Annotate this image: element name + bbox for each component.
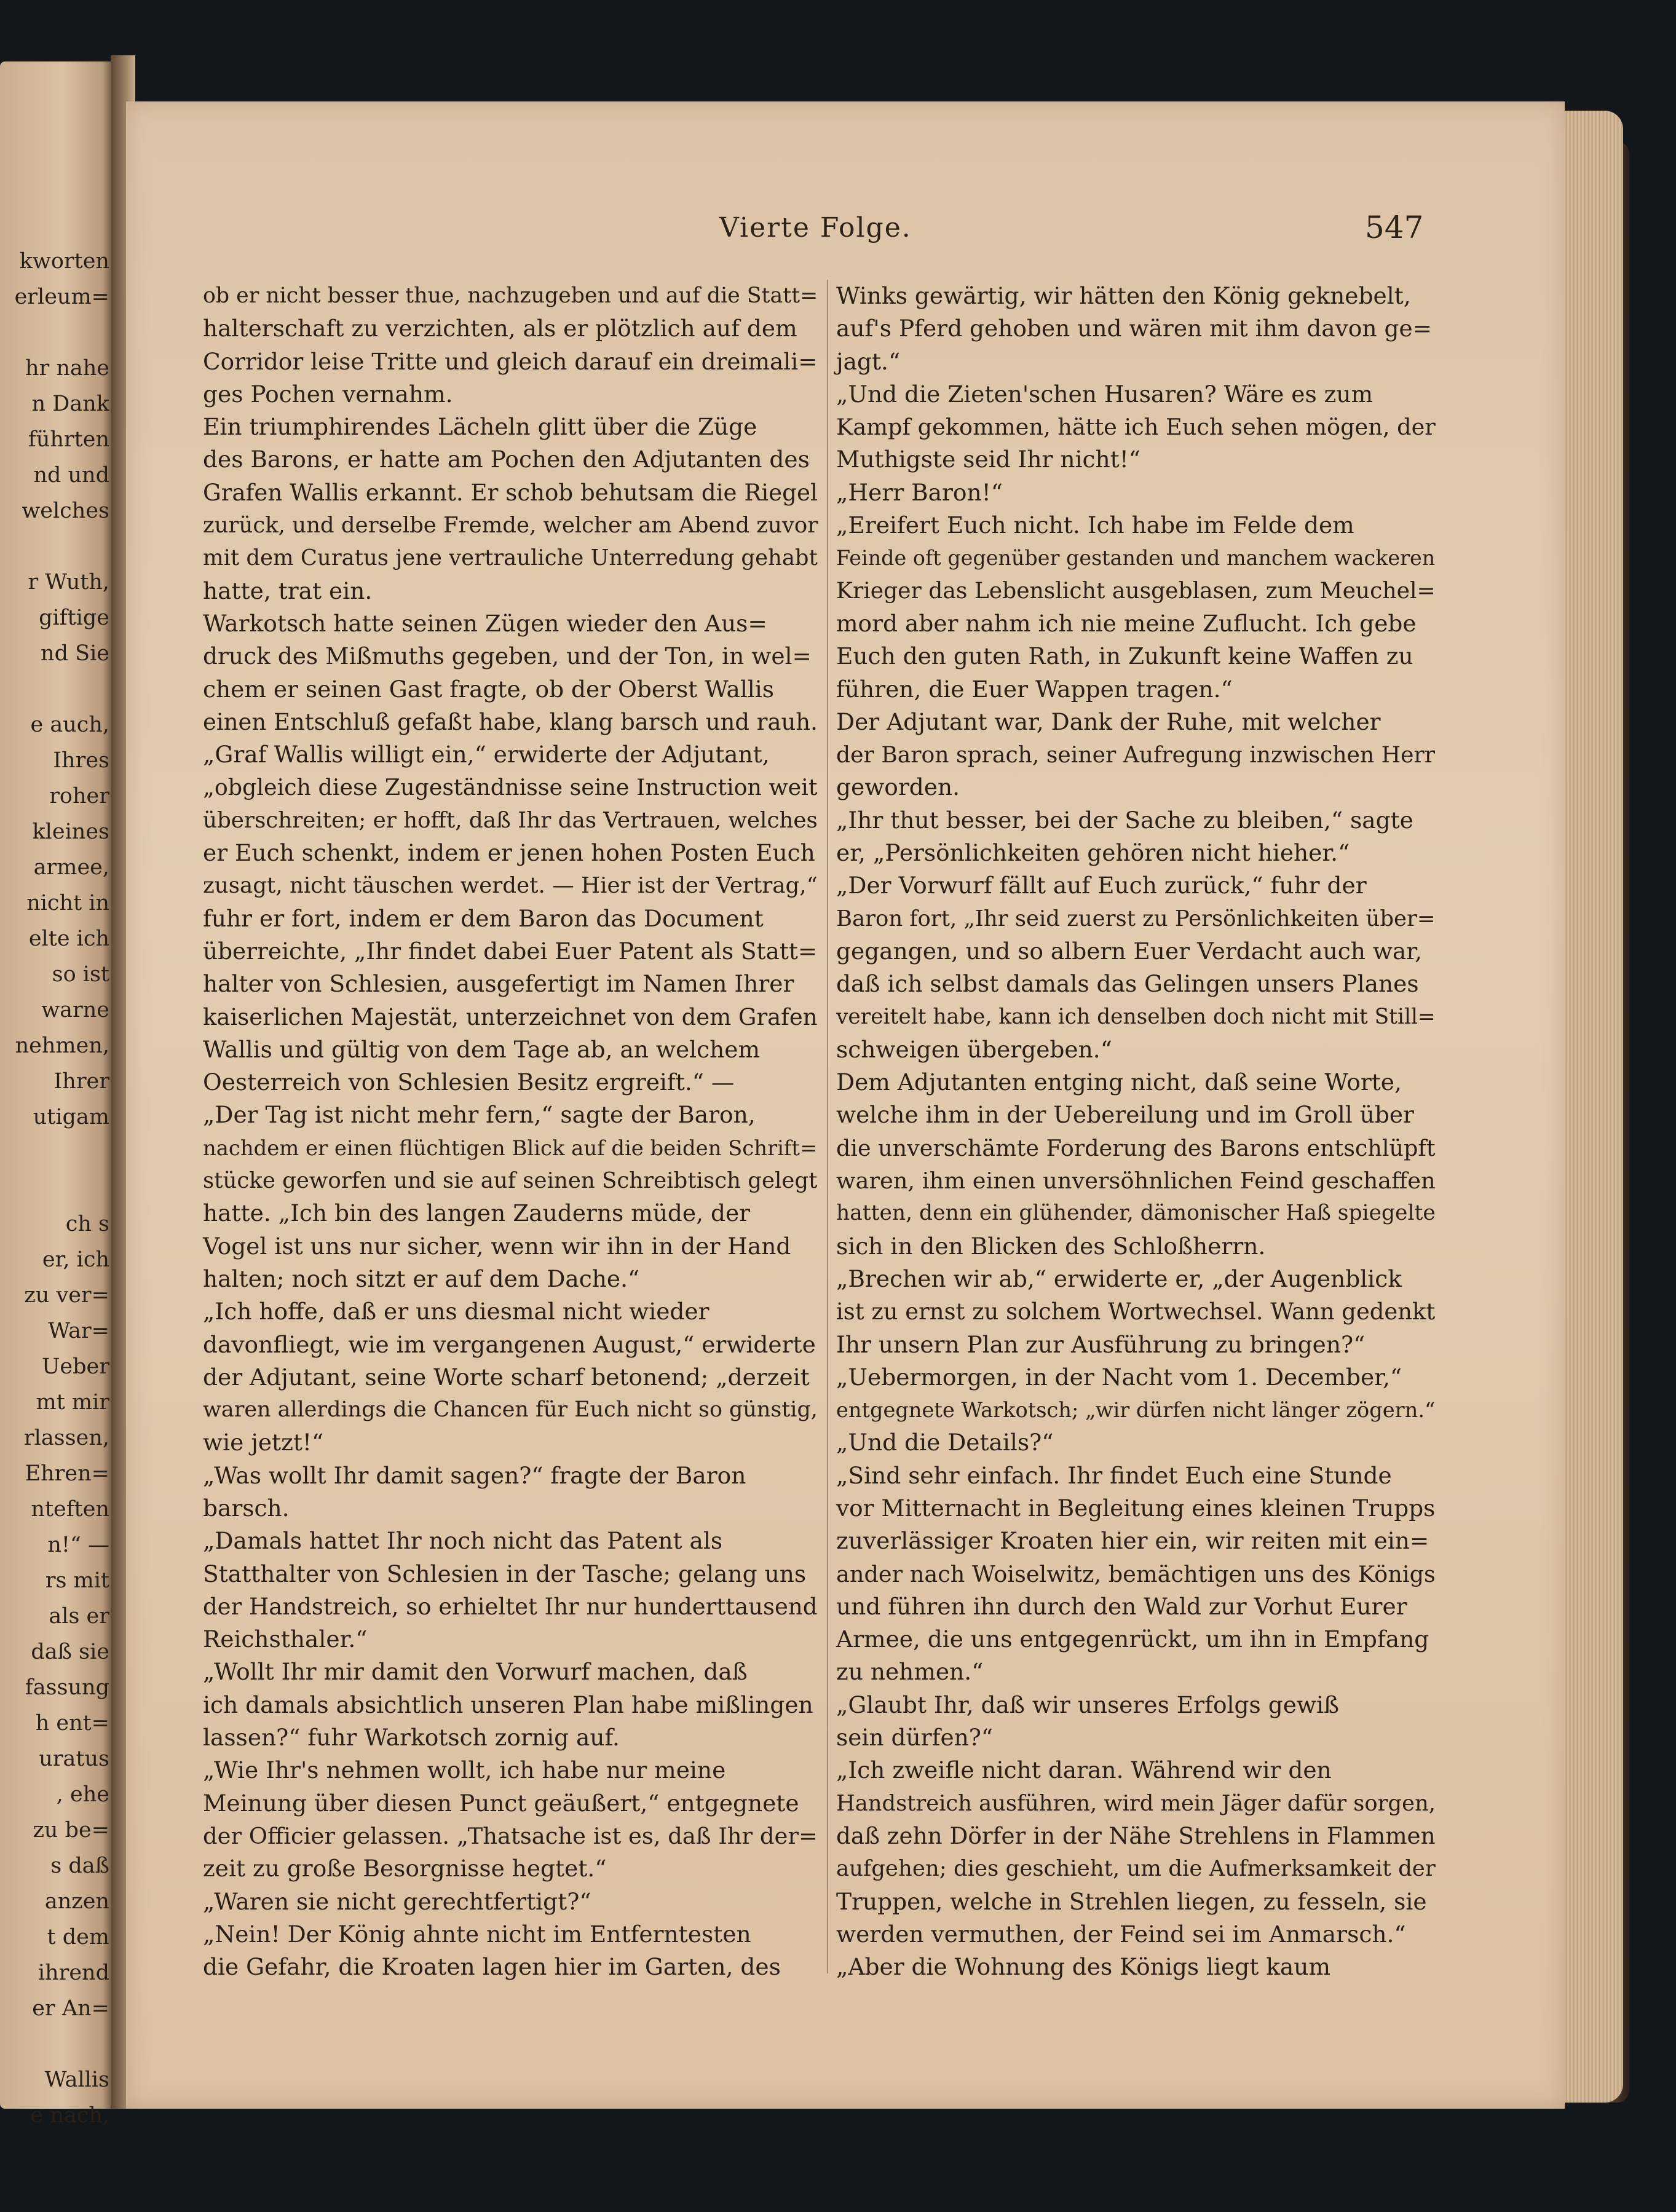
left-page-text-fragment: zu be= [33, 1818, 109, 1843]
text-line: vereitelt habe, kann ich denselben doch nicht mit Still= [836, 1004, 1436, 1029]
text-line: lassen?“ fuhr Warkotsch zornig auf. [203, 1724, 620, 1752]
text-line: stücke geworfen und sie auf seinen Schreibtisch gelegt [203, 1168, 818, 1194]
text-line: sich in den Blicken des Schloßherrn. [836, 1232, 1266, 1260]
text-column-left [203, 280, 818, 1983]
text-line: entgegnete Warkotsch; „wir dürfen nicht länger zögern.“ [836, 1398, 1436, 1423]
text-line: „Und die Details?“ [836, 1429, 1054, 1456]
text-line: ich damals absichtlich unseren Plan habe mißlingen [203, 1691, 813, 1718]
left-page-text-fragment: Ihrer [53, 1069, 109, 1094]
text-line: geworden. [836, 773, 960, 801]
text-line: waren, ihm einen unversöhnlichen Feind geschaffen [836, 1167, 1436, 1195]
left-page-text-fragment: nteften [31, 1497, 109, 1522]
left-page-text-fragment: so ist [52, 962, 109, 987]
text-line: „Ich hoffe, daß er uns diesmal nicht wieder [203, 1298, 710, 1325]
text-line: jagt.“ [836, 347, 901, 375]
text-line: chem er seinen Gast fragte, ob der Oberst Wallis [203, 675, 775, 703]
text-line: „Glaubt Ihr, daß wir unseres Erfolgs gewiß [836, 1691, 1340, 1718]
text-line: der Handstreich, so erhieltet Ihr nur hunderttausend [203, 1593, 818, 1620]
text-line: Meinung über diesen Punct geäußert,“ entgegnete [203, 1789, 799, 1817]
text-line: „Der Vorwurf fällt auf Euch zurück,“ fuhr der [836, 872, 1367, 899]
text-line: Feinde oft gegenüber gestanden und manchem wackeren [836, 546, 1436, 571]
text-line: halten; noch sitzt er auf dem Dache.“ [203, 1265, 640, 1292]
text-line: Baron fort, „Ihr seid zuerst zu Persönlichkeiten über= [836, 906, 1436, 931]
text-line: er, „Persönlichkeiten gehören nicht hieher.“ [836, 839, 1350, 867]
text-line: „Sind sehr einfach. Ihr findet Euch eine Stunde [836, 1461, 1392, 1489]
text-line: hatte, trat ein. [203, 577, 373, 604]
left-page-text-fragment: ch s [65, 1212, 109, 1236]
text-line: welche ihm in der Uebereilung und im Groll über [836, 1101, 1414, 1129]
left-page-text-fragment: Ueber [41, 1354, 109, 1379]
text-line: aufgehen; dies geschieht, um die Aufmerksamkeit der [836, 1856, 1436, 1882]
left-page-text-fragment: führten [28, 427, 109, 452]
text-line: barsch. [203, 1494, 290, 1522]
page-block-edge [1555, 111, 1623, 2103]
left-page-text-fragment: als er [49, 1604, 109, 1629]
left-page-text-fragment: welches [22, 499, 109, 523]
text-line: die unverschämte Forderung des Barons entschlüpft [836, 1134, 1436, 1161]
left-page-text-fragment: er, ich [42, 1247, 109, 1272]
text-line: Ein triumphirendes Lächeln glitt über die Züge [203, 413, 757, 441]
left-page-text-fragment: utigam [33, 1105, 109, 1129]
text-line: Reichsthaler.“ [203, 1625, 368, 1653]
left-page-text-fragment: e nach, [30, 2103, 109, 2128]
text-line: Oesterreich von Schlesien Besitz ergreift.“ — [203, 1068, 735, 1096]
page-number: 547 [1365, 210, 1424, 245]
text-line: die Gefahr, die Kroaten lagen hier im Garten, des [203, 1953, 781, 1981]
text-line: auf's Pferd gehoben und wären mit ihm davon ge= [836, 315, 1433, 342]
left-page-text-fragment: warne [41, 998, 109, 1022]
left-page-text-fragment: kleines [32, 820, 109, 844]
left-page-text-fragment: er An= [32, 1996, 109, 2021]
text-line: ges Pochen vernahm. [203, 380, 453, 408]
text-line: Wallis und gültig von dem Tage ab, an welchem [203, 1035, 761, 1063]
text-line: Handstreich ausführen, wird mein Jäger dafür sorgen, [836, 1790, 1436, 1816]
left-page-text-fragment: nehmen, [15, 1033, 109, 1058]
left-page-text-fragment: kworten [19, 249, 109, 274]
left-page-text-fragment: daß sie [31, 1640, 109, 1664]
text-line: zurück, und derselbe Fremde, welcher am Abend zuvor [203, 513, 818, 539]
left-page-text-fragment: Ehren= [25, 1461, 109, 1486]
left-page-text-fragment: r Wuth, [28, 570, 109, 594]
left-page-text-fragment: h ent= [35, 1711, 109, 1736]
text-line: werden vermuthen, der Feind sei im Anmarsch.“ [836, 1920, 1406, 1948]
text-line: Der Adjutant war, Dank der Ruhe, mit welcher [836, 708, 1381, 735]
text-line: Warkotsch hatte seinen Zügen wieder den Aus= [203, 609, 767, 637]
text-line: sein dürfen?“ [836, 1724, 994, 1752]
text-line: und führen ihn durch den Wald zur Vorhut Eurer [836, 1592, 1407, 1620]
left-page-text-fragment: fassung [25, 1675, 109, 1700]
left-page-text-fragment: anzen [44, 1889, 109, 1914]
text-line: Muthigste seid Ihr nicht!“ [836, 446, 1140, 473]
text-line: waren allerdings die Chancen für Euch nicht so günstig, [203, 1397, 818, 1423]
text-line: führen, die Euer Wappen tragen.“ [836, 675, 1233, 703]
text-line: vor Mitternacht in Begleitung eines kleinen Trupps [836, 1494, 1436, 1522]
text-line: halter von Schlesien, ausgefertigt im Namen Ihrer [203, 970, 794, 998]
text-line: „Ereifert Euch nicht. Ich habe im Felde dem [836, 512, 1354, 539]
text-line: „Was wollt Ihr damit sagen?“ fragte der Baron [203, 1461, 746, 1489]
text-line: überschreiten; er hofft, daß Ihr das Vertrauen, welches [203, 807, 818, 833]
text-line: „Waren sie nicht gerechtfertigt?“ [203, 1887, 591, 1915]
left-page-text-fragment: Wallis [44, 2068, 109, 2092]
left-page-text-fragment: nicht in [26, 891, 109, 915]
text-line: der Officier gelassen. „Thatsache ist es, daß Ihr der= [203, 1822, 818, 1849]
text-line: er Euch schenkt, indem er jenen hohen Posten Euch [203, 839, 815, 867]
text-line: „Uebermorgen, in der Nacht vom 1. December,“ [836, 1363, 1402, 1391]
column-divider [827, 280, 828, 1973]
text-line: „Damals hattet Ihr noch nicht das Patent als [203, 1527, 723, 1555]
text-line: zusagt, nicht täuschen werdet. — Hier ist der Vertrag,“ [203, 873, 818, 899]
left-page-text-fragment: Ihres [53, 748, 109, 773]
text-line: kaiserlichen Majestät, unterzeichnet von dem Grafen [203, 1003, 818, 1030]
text-line: wie jetzt!“ [203, 1429, 324, 1456]
left-page-text-fragment: zu ver= [24, 1283, 109, 1308]
left-page-text-fragment: giftige [39, 606, 109, 630]
text-line: Kampf gekommen, hätte ich Euch sehen mögen, der [836, 414, 1436, 441]
text-line: „Herr Baron!“ [836, 478, 1003, 506]
left-page-text-fragment: nd Sie [41, 641, 109, 666]
left-page-text-fragment: roher [49, 784, 109, 808]
text-line: Vogel ist uns nur sicher, wenn wir ihn in der Hand [203, 1232, 791, 1260]
text-line: Armee, die uns entgegenrückt, um ihn in Empfang [836, 1625, 1429, 1653]
left-page-text-fragment: uratus [39, 1747, 109, 1771]
text-line: „Graf Wallis willigt ein,“ erwiderte der Adjutant, [203, 741, 770, 768]
text-line: Statthalter von Schlesien in der Tasche; gelang uns [203, 1560, 807, 1587]
text-line: daß ich selbst damals das Gelingen unsers Planes [836, 970, 1419, 998]
text-line: gegangen, und so albern Euer Verdacht auch war, [836, 937, 1423, 965]
text-line: „Aber die Wohnung des Königs liegt kaum [836, 1953, 1330, 1981]
text-line: „obgleich diese Zugeständnisse seine Instruction weit [203, 774, 818, 801]
page-header [0, 212, 1676, 261]
text-line: fuhr er fort, indem er dem Baron das Document [203, 904, 764, 932]
text-line: Grafen Wallis erkannt. Er schob behutsam die Riegel [203, 479, 818, 506]
left-page-text-fragment: , ehe [56, 1782, 109, 1807]
text-line: Winks gewärtig, wir hätten den König geknebelt, [836, 282, 1411, 309]
left-page-text-fragment: e auch, [30, 713, 109, 737]
text-line: zuverlässiger Kroaten hier ein, wir reiten mit ein= [836, 1527, 1429, 1555]
left-page-text-fragment: s daß [50, 1854, 109, 1878]
text-line: Corridor leise Tritte und gleich darauf ein dreimali= [203, 347, 818, 375]
text-line: ob er nicht besser thue, nachzugeben und auf die Statt= [203, 283, 818, 308]
text-line: nachdem er einen flüchtigen Blick auf die beiden Schrift= [203, 1136, 818, 1160]
left-page-text-fragment: nd und [33, 463, 109, 488]
text-line: einen Entschluß gefaßt habe, klang barsch und rauh. [203, 708, 818, 735]
left-page-text-fragment: erleum= [14, 285, 109, 309]
left-page-text-fragment: ihrend [38, 1961, 109, 1985]
left-page-text-fragment: hr nahe [25, 356, 109, 381]
text-line: „Wollt Ihr mir damit den Vorwurf machen, daß [203, 1658, 748, 1686]
left-page-text-fragment: mt mir [36, 1390, 109, 1415]
text-line: druck des Mißmuths gegeben, und der Ton, in wel= [203, 642, 812, 670]
text-line: überreichte, „Ihr findet dabei Euer Patent als Statt= [203, 937, 818, 965]
left-page-text-fragment: n!“ — [47, 1533, 109, 1557]
text-line: hatten, denn ein glühender, dämonischer Haß spiegelte [836, 1201, 1436, 1226]
left-page-text-fragment: elte ich [28, 926, 109, 951]
text-line: Krieger das Lebenslicht ausgeblasen, zum Meuchel= [836, 577, 1436, 604]
text-line: „Wie Ihr's nehmen wollt, ich habe nur meine [203, 1756, 726, 1784]
text-line: davonfliegt, wie im vergangenen August,“ erwiderte [203, 1330, 816, 1358]
left-page-text-fragment: armee, [33, 855, 109, 880]
text-line: Euch den guten Rath, in Zukunft keine Waffen zu [836, 642, 1413, 670]
text-line: schweigen übergeben.“ [836, 1035, 1112, 1063]
text-line: Truppen, welche in Strehlen liegen, zu fesseln, sie [836, 1887, 1427, 1915]
running-title: Vierte Folge. [719, 212, 912, 243]
text-line: der Adjutant, seine Worte scharf betonend; „derzeit [203, 1363, 810, 1391]
text-line: ist zu ernst zu solchem Wortwechsel. Wann gedenkt [836, 1298, 1436, 1325]
text-line: Ihr unsern Plan zur Ausführung zu bringen?“ [836, 1330, 1366, 1358]
left-page-text-fragment: rs mit [45, 1568, 109, 1593]
text-line: hatte. „Ich bin des langen Zauderns müde, der [203, 1199, 751, 1227]
text-line: der Baron sprach, seiner Aufregung inzwischen Herr [836, 741, 1436, 768]
left-page-text-fragment: t dem [47, 1925, 109, 1949]
text-line: „Ihr thut besser, bei der Sache zu bleiben,“ sagte [836, 806, 1413, 834]
text-line: ander nach Woiselwitz, bemächtigen uns des Königs [836, 1560, 1436, 1587]
left-page-text-fragment: n Dank [31, 392, 109, 416]
text-line: mord aber nahm ich nie meine Zuflucht. Ich gebe [836, 609, 1417, 637]
text-line: Dem Adjutanten entging nicht, daß seine Worte, [836, 1068, 1402, 1096]
text-column-right [836, 280, 1436, 1983]
text-line: zu nehmen.“ [836, 1658, 984, 1686]
text-line: „Ich zweifle nicht daran. Während wir den [836, 1756, 1332, 1784]
text-line: „Brechen wir ab,“ erwiderte er, „der Augenblick [836, 1265, 1402, 1292]
left-page-text-fragment: rlassen, [23, 1426, 109, 1450]
text-line: des Barons, er hatte am Pochen den Adjutanten des [203, 446, 810, 473]
text-line: halterschaft zu verzichten, als er plötzlich auf dem [203, 315, 797, 342]
text-line: „Der Tag ist nicht mehr fern,“ sagte der Baron, [203, 1101, 756, 1129]
left-page-fragment [0, 61, 114, 2128]
text-line: „Nein! Der König ahnte nicht im Entferntesten [203, 1920, 751, 1948]
left-page-text-fragment: War= [48, 1319, 109, 1343]
text-line: mit dem Curatus jene vertrauliche Unterredung gehabt [203, 545, 818, 571]
text-line: zeit zu große Besorgnisse hegtet.“ [203, 1855, 607, 1882]
text-line: „Und die Zieten'schen Husaren? Wäre es zum [836, 380, 1374, 408]
text-line: daß zehn Dörfer in der Nähe Strehlens in Flammen [836, 1822, 1436, 1849]
